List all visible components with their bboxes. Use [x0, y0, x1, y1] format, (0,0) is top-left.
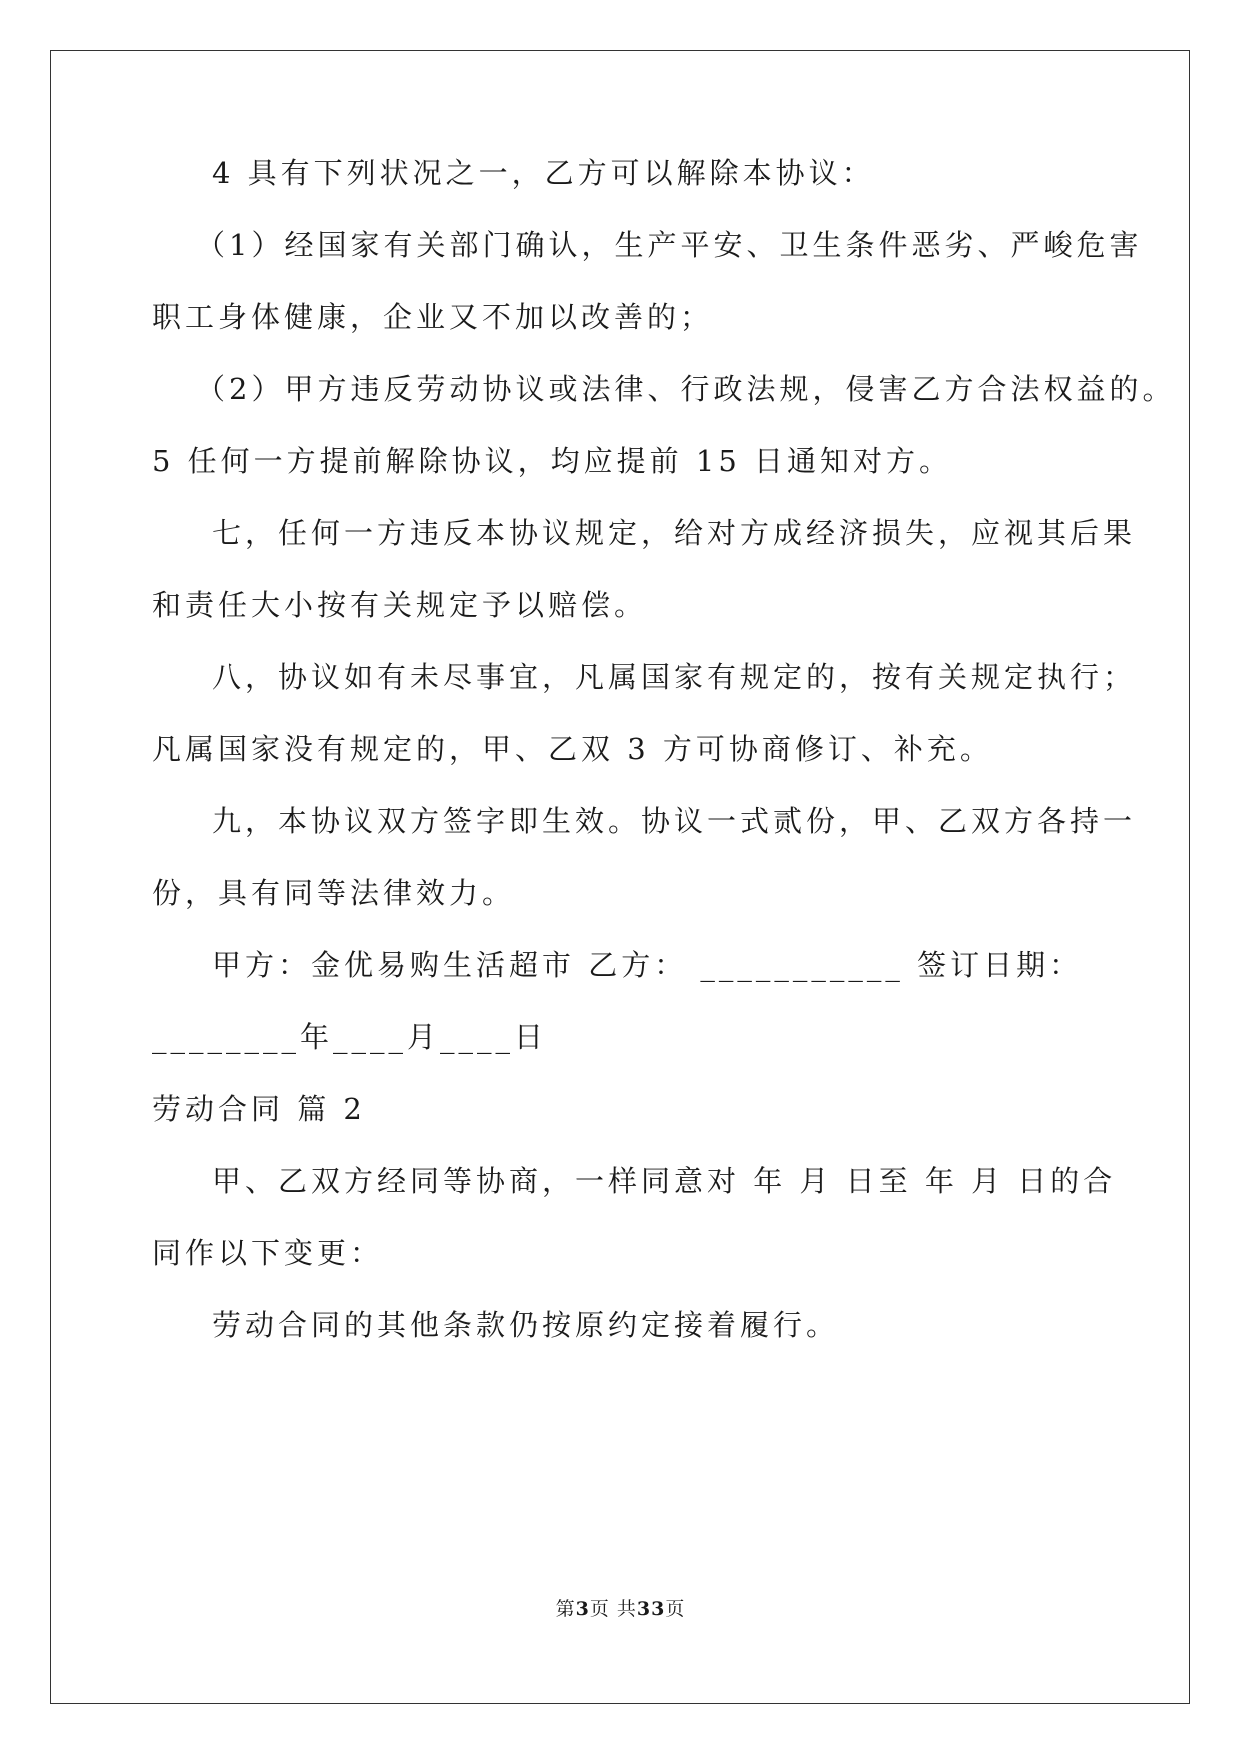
- paragraph-line: 凡属国家没有规定的，甲、乙双 3 方可协商修订、补充。: [152, 732, 993, 766]
- paragraph-line: 同作以下变更：: [152, 1236, 384, 1270]
- paragraph-line: 九，本协议双方签字即生效。协议一式贰份，甲、乙双方各持一: [212, 804, 1137, 838]
- paragraph-line: 和责任大小按有关规定予以赔偿。: [152, 588, 648, 622]
- page-total: 33: [636, 1598, 666, 1620]
- paragraph-line: 职工身体健康，企业又不加以改善的；: [152, 300, 714, 334]
- signature-line: 甲方：金优易购生活超市 乙方： ___________ 签订日期：: [212, 948, 1083, 982]
- page-footer: [0, 1597, 1241, 1621]
- page-current: 3: [575, 1598, 590, 1620]
- paragraph-line: （1）经国家有关部门确认，生产平安、卫生条件恶劣、严峻危害: [196, 228, 1143, 262]
- paragraph-line: （2）甲方违反劳动协议或法律、行政法规，侵害乙方合法权益的。: [196, 372, 1176, 406]
- paragraph-line: 5 任何一方提前解除协议，均应提前 15 日通知对方。: [152, 444, 953, 478]
- page-mid: 页 共: [589, 1598, 637, 1620]
- section-heading: 劳动合同 篇 2: [152, 1092, 366, 1126]
- paragraph-line: 甲、乙双方经同等协商，一样同意对 年 月 日至 年 月 日的合: [212, 1164, 1117, 1198]
- date-line: ________年____月____日: [152, 1020, 548, 1054]
- paragraph-line: 劳动合同的其他条款仍按原约定接着履行。: [212, 1308, 840, 1342]
- paragraph-line: 七，任何一方违反本协议规定，给对方成经济损失，应视其后果: [212, 516, 1137, 550]
- page-prefix: 第: [555, 1598, 576, 1620]
- paragraph-line: 份，具有同等法律效力。: [152, 876, 516, 910]
- paragraph-line: 八，协议如有未尽事宜，凡属国家有规定的，按有关规定执行；: [212, 660, 1137, 694]
- page-suffix: 页: [665, 1598, 686, 1620]
- paragraph-line: 4 具有下列状况之一，乙方可以解除本协议：: [212, 156, 875, 190]
